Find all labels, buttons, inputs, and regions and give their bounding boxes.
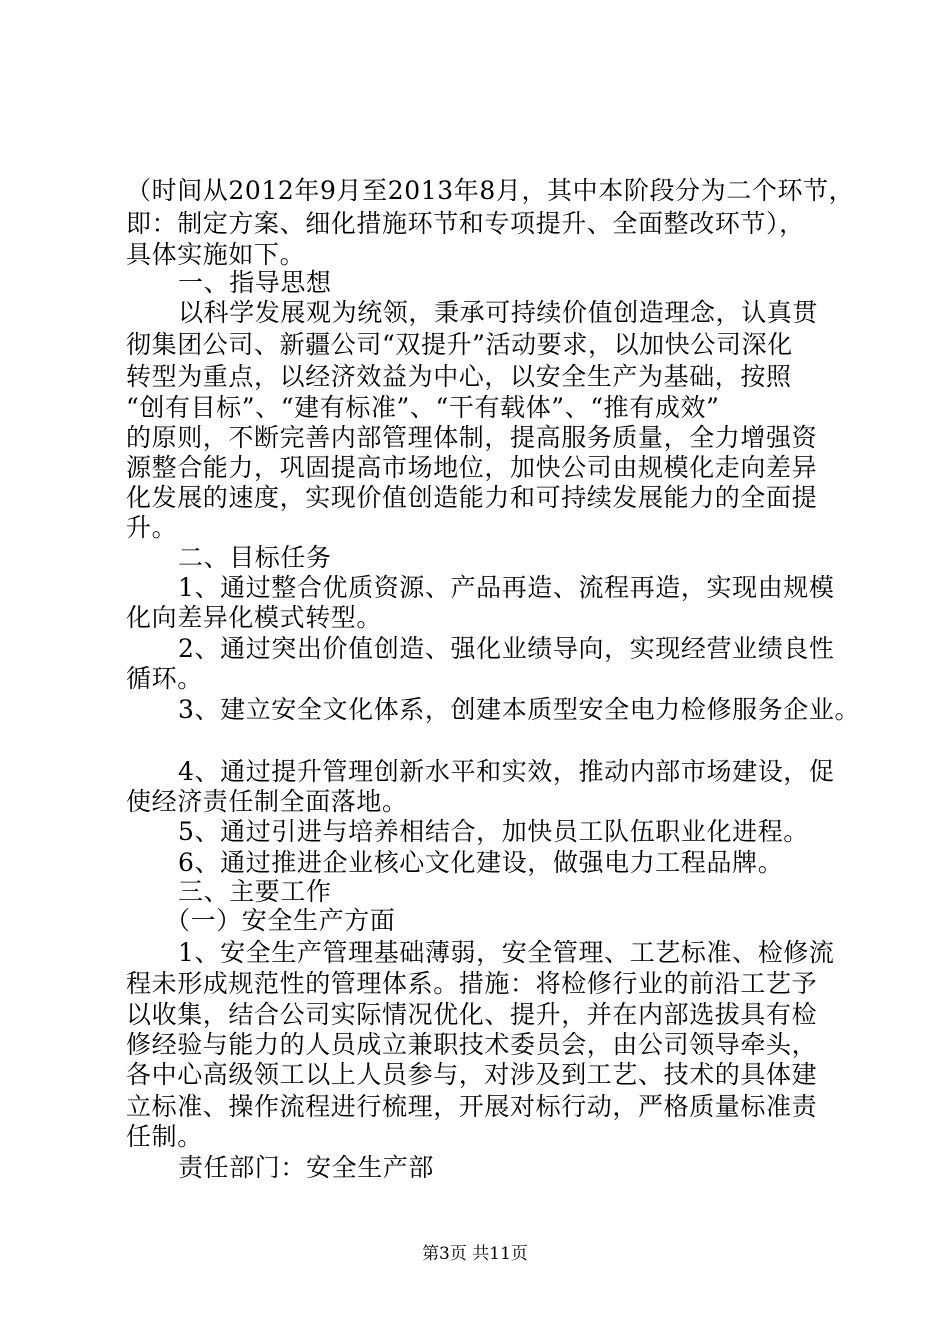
- page-footer: 第3页 共11页: [422, 1244, 528, 1264]
- section-heading: 二、目标任务: [178, 543, 332, 572]
- text-line: 具体实施如下。: [126, 240, 306, 269]
- text-line: 4、通过提升管理创新水平和实效，推动内部市场建设，促: [178, 757, 835, 786]
- section-heading: 一、指导思想: [178, 268, 332, 297]
- text-line: 修经验与能力的人员成立兼职技术委员会，由公司领导牵头，: [126, 1030, 818, 1059]
- text-line: 1、通过整合优质资源、产品再造、流程再造，实现由规模: [178, 573, 835, 602]
- text-line: 以收集，结合公司实际情况优化、提升，并在内部选拔具有检: [126, 1000, 818, 1029]
- text-line: 各中心高级领工以上人员参与，对涉及到工艺、技术的具体建: [126, 1060, 818, 1089]
- section-heading: 三、主要工作: [178, 877, 332, 906]
- text-line: 彻集团公司、新疆公司“双提升”活动要求，以加快公司深化: [126, 330, 793, 359]
- text-line: 6、通过推进企业核心文化建设，做强电力工程品牌。: [178, 848, 784, 877]
- text-line: 的原则，不断完善内部管理体制，提高服务质量，全力增强资: [126, 423, 818, 452]
- text-line: 1、安全生产管理基础薄弱，安全管理、工艺标准、检修流: [178, 938, 835, 967]
- text-line: 2、通过突出价值创造、强化业绩导向，实现经营业绩良性: [178, 634, 835, 663]
- text-line: 转型为重点，以经济效益为中心，以安全生产为基础，按照: [126, 362, 792, 391]
- text-line: 升。: [126, 513, 178, 542]
- text-line: 以科学发展观为统领，秉承可持续价值创造理念，认真贯: [178, 298, 819, 327]
- text-line: 3、建立安全文化体系，创建本质型安全电力检修服务企业。: [178, 695, 861, 724]
- text-line: （时间从2012年9月至2013年8月，其中本阶段分为二个环节，: [126, 176, 855, 205]
- text-line: 立标准、操作流程进行梳理，开展对标行动，严格质量标准责: [126, 1092, 818, 1121]
- text-line: 化向差异化模式转型。: [126, 603, 383, 632]
- text-line: 源整合能力，巩固提高市场地位，加快公司由规模化走向差异: [126, 453, 818, 482]
- text-line: “创有目标”、“建有标准”、“干有载体”、“推有成效”: [126, 393, 720, 422]
- text-line: 责任部门：安全生产部: [178, 1153, 435, 1182]
- text-line: 化发展的速度，实现价值创造能力和可持续发展能力的全面提: [126, 483, 818, 512]
- text-line: 5、通过引进与培养相结合，加快员工队伍职业化进程。: [178, 817, 809, 846]
- text-line: 循环。: [126, 664, 203, 693]
- text-line: 即：制定方案、细化措施环节和专项提升、全面整改环节），: [126, 209, 805, 238]
- text-line: 任制。: [126, 1122, 203, 1151]
- subsection-heading: （一）安全生产方面: [165, 906, 396, 935]
- text-line: 程未形成规范性的管理体系。措施：将检修行业的前沿工艺予: [126, 969, 818, 998]
- text-line: 使经济责任制全面落地。: [126, 787, 408, 816]
